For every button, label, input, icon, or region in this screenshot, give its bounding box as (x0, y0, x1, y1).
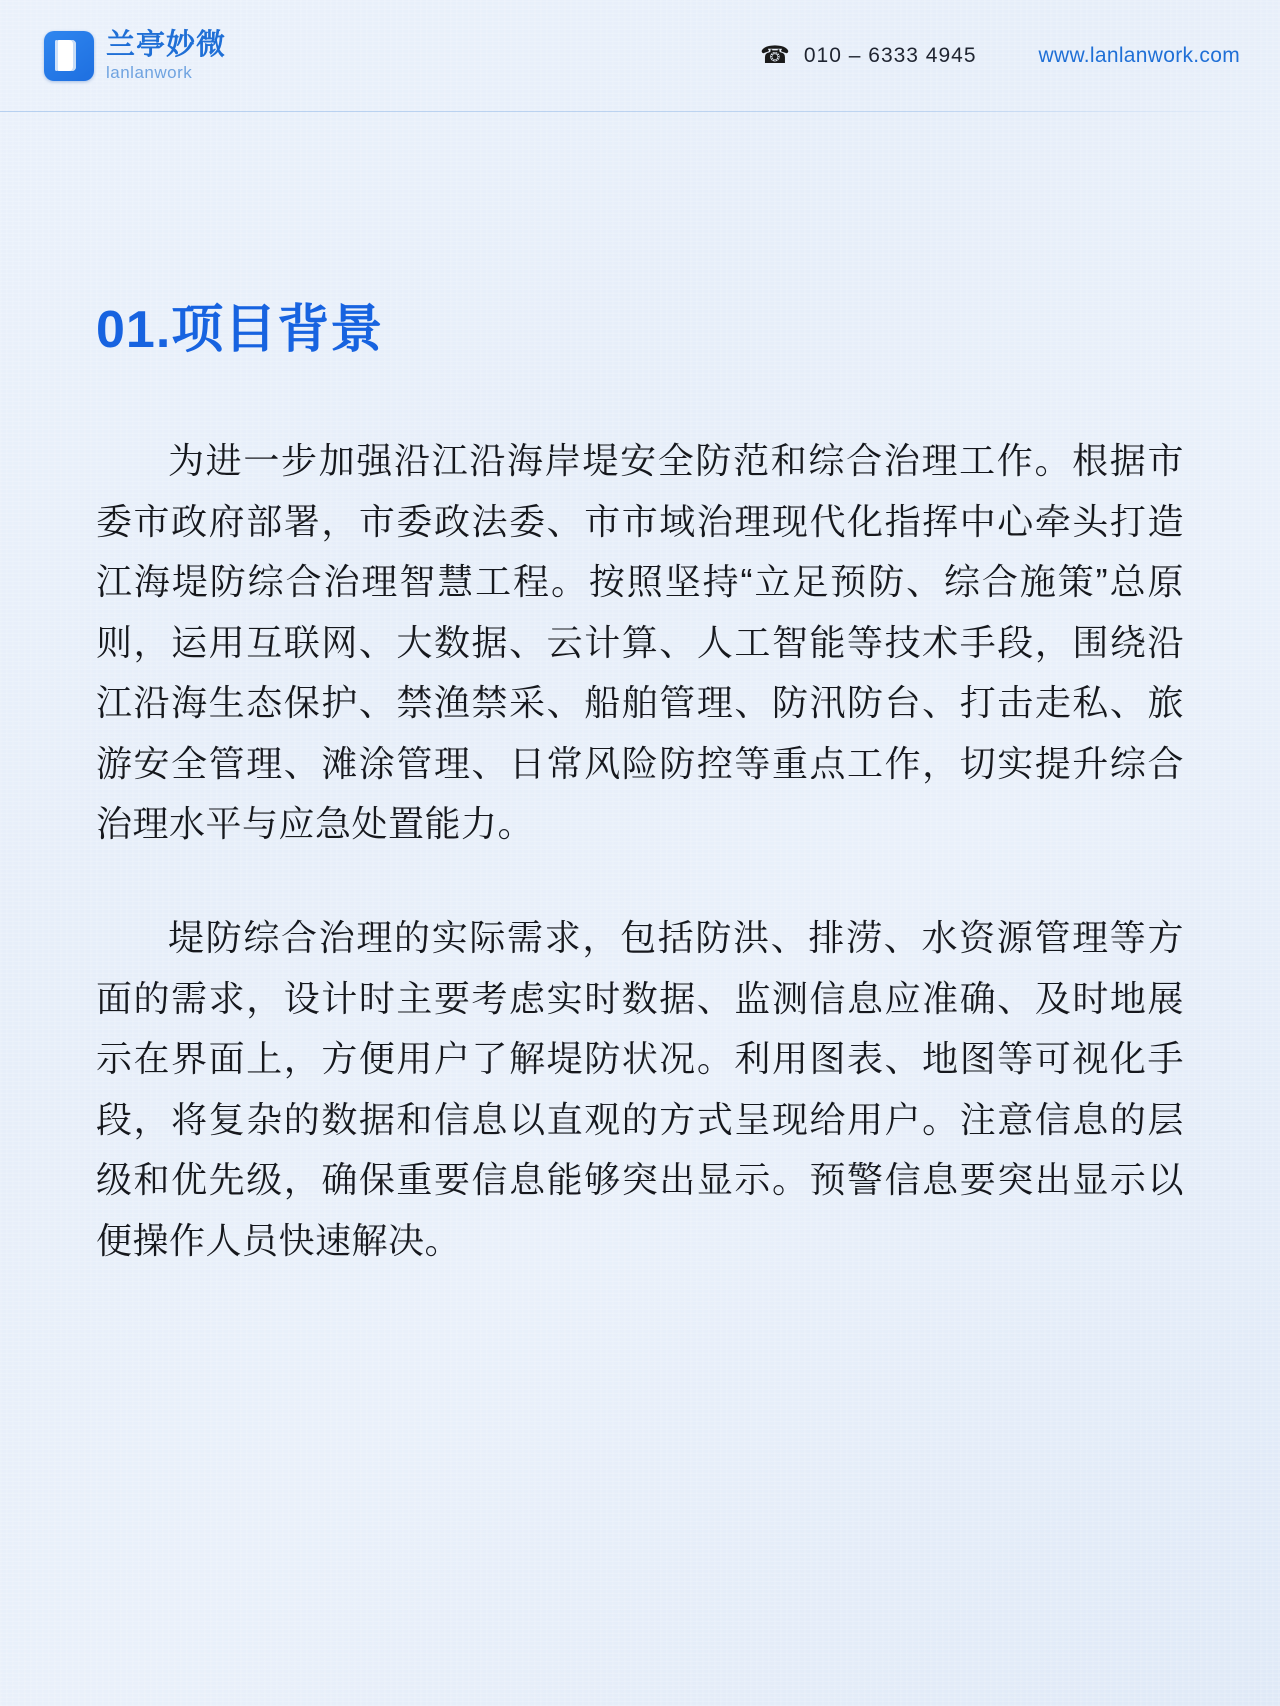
page-header (0, 0, 1280, 112)
section-number: 01. (96, 301, 172, 359)
paragraph-2: 堤防综合治理的实际需求，包括防洪、排涝、水资源管理等方面的需求，设计时主要考虑实时数据、监测信息应准确、及时地展示在界面上，方便用户了解堤防状况。利用图表、地图等可视化手段，将复杂的数据和信息以直观的方式呈现给用户。注意信息的层级和优先级，确保重要信息能够突出显示。预警信息要突出显示以便操作人员快速解决。 (96, 917, 1184, 1261)
header-contact-info (760, 44, 1240, 68)
page-title (96, 302, 1184, 359)
telephone-icon: ☎ (759, 42, 790, 69)
phone-block (760, 44, 977, 68)
section-title-text: 项目背景 (171, 301, 384, 359)
brand-name-cn: 兰亭妙微 (106, 29, 227, 61)
brand-logo[interactable] (44, 31, 226, 81)
page-content (0, 112, 1280, 1271)
phone-number: 010 – 6333 4945 (803, 44, 977, 67)
website-link[interactable]: www.lanlanwork.com (1038, 44, 1240, 67)
brand-name-en: lanlanwork (106, 63, 193, 82)
brand-text (106, 31, 226, 81)
book-logo-icon (44, 31, 94, 81)
paragraph-1: 为进一步加强沿江沿海岸堤安全防范和综合治理工作。根据市委市政府部署，市委政法委、市市域治理现代化指挥中心牵头打造江海堤防综合治理智慧工程。按照坚持“立足预防、综合施策”总原则，运用互联网、大数据、云计算、人工智能等技术手段，围绕沿江沿海生态保护、禁渔禁采、船舶管理、防汛防台、打击走私、旅游安全管理、滩涂管理、日常风险防控等重点工作，切实提升综合治理水平与应急处置能力。 (96, 440, 1184, 844)
